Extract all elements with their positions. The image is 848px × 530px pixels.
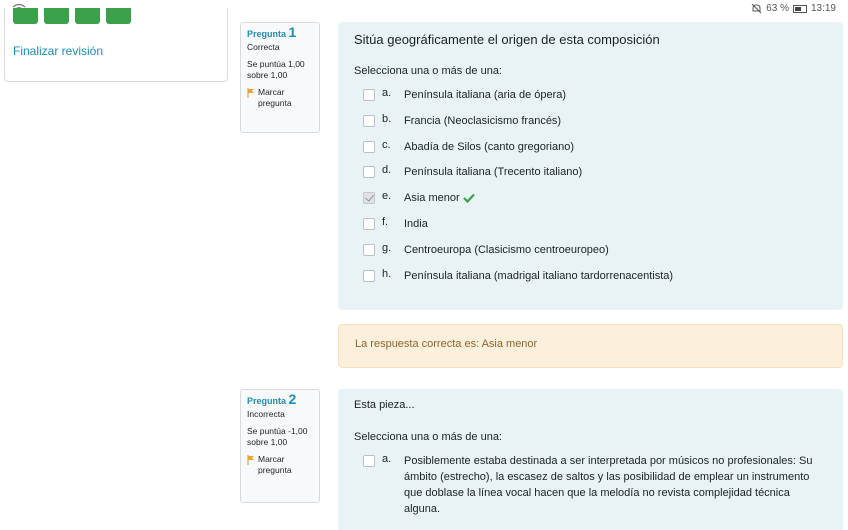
question-2-prompt: Selecciona una o más de una: (354, 431, 502, 443)
notifications-off-icon (751, 3, 762, 14)
answer-letter: e. (382, 190, 392, 203)
answer-text: India (404, 217, 428, 230)
flag-question-1-button[interactable]: Marcar pregunta (247, 87, 313, 109)
answer-letter: a. (382, 453, 392, 465)
question-nav-button[interactable] (13, 8, 38, 24)
answer-letter: a. (382, 87, 392, 99)
answer-text: Península italiana (madrigal italiano tardorrenacentista) (404, 269, 674, 282)
answer-letter: c. (382, 138, 391, 151)
answer-option (354, 264, 827, 290)
answer-text: Asia menor (404, 186, 475, 206)
question-2-answers (354, 449, 827, 517)
answer-text: Península italiana (Trecento italiano) (404, 166, 583, 179)
question-1-text: Sitúa geográficamente el origen de esta composición (354, 32, 660, 47)
answer-checkbox[interactable] (363, 192, 375, 204)
flag-icon (247, 455, 255, 465)
answer-option (354, 135, 827, 161)
answer-option (354, 160, 827, 186)
answer-letter: f. (382, 215, 389, 228)
answer-option (354, 186, 827, 212)
answer-text: Posiblemente estaba destinada a ser interpretada por músicos no profesionales: Su ámbito (estrecho), la escasez de saltos y las posibilidad de emplear un instrumento que doblase la línea vocal hacen que la melodía no revista complejidad técnica alguna. (404, 455, 813, 515)
flag-icon (247, 88, 255, 98)
finish-review-link[interactable]: Finalizar revisión (13, 44, 104, 58)
quiz-navigation-block (4, 8, 228, 82)
answer-option (354, 212, 827, 238)
question-1-content (338, 22, 843, 310)
answer-checkbox[interactable] (363, 89, 375, 101)
battery-percent: 63 % (766, 3, 789, 14)
answer-option (354, 109, 827, 135)
answer-letter: d. (382, 164, 392, 177)
answer-text: Abadía de Silos (canto gregoriano) (404, 140, 574, 153)
clock: 13:19 (810, 3, 836, 14)
answer-checkbox[interactable] (363, 141, 375, 153)
answer-checkbox[interactable] (363, 115, 375, 127)
question-1-grade: Se puntúa 1,00 sobre 1,00 (247, 59, 305, 80)
answer-checkbox[interactable] (363, 244, 375, 256)
correct-answer-feedback: La respuesta correcta es: Asia menor (338, 324, 843, 368)
answer-checkbox[interactable] (363, 166, 375, 178)
question-nav-button[interactable] (75, 8, 100, 24)
question-2-grade: Se puntúa -1,00 sobre 1,00 (247, 426, 308, 447)
answer-option (354, 238, 827, 264)
question-1-info (240, 22, 320, 133)
answer-option (354, 83, 827, 109)
answer-letter: g. (382, 241, 392, 254)
answer-checkbox[interactable] (363, 455, 375, 467)
answer-letter: h. (382, 267, 392, 280)
answer-text: Centroeuropa (Clasicismo centroeuropeo) (404, 243, 609, 256)
question-nav-button[interactable] (106, 8, 131, 24)
answer-text: Francia (Neoclasicismo francés) (404, 114, 562, 127)
question-2-content (338, 389, 843, 530)
question-1-prompt: Selecciona una o más de una: (354, 65, 502, 77)
question-1-answers (354, 83, 827, 289)
flag-question-2-button[interactable]: Marcar pregunta (247, 454, 313, 476)
answer-option (354, 449, 827, 517)
question-1-number: Pregunta 1 (247, 24, 297, 40)
question-2-info (240, 389, 320, 503)
question-nav-button[interactable] (44, 8, 69, 24)
answer-checkbox[interactable] (363, 270, 375, 282)
correct-check-icon (463, 193, 475, 203)
question-nav-buttons (13, 8, 131, 24)
answer-text: Península italiana (aria de ópera) (404, 89, 567, 101)
answer-letter: b. (382, 112, 392, 125)
question-1-state: Correcta (247, 42, 280, 52)
question-2-state: Incorrecta (247, 409, 285, 419)
battery-icon (793, 5, 807, 13)
answer-checkbox[interactable] (363, 218, 375, 230)
question-2-number: Pregunta 2 (247, 391, 297, 407)
question-2-text: Esta pieza... (354, 399, 415, 411)
battery-fill (795, 7, 801, 11)
